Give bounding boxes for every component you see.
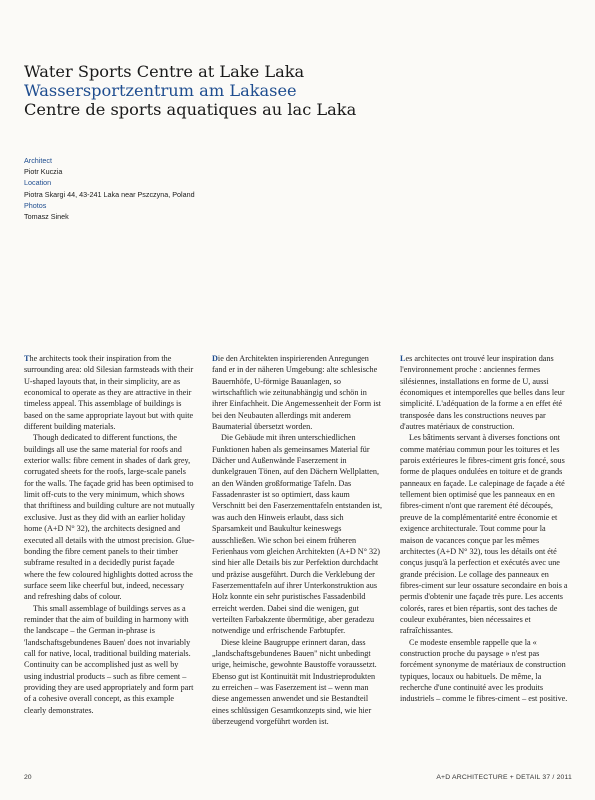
magazine-issue: A+D ARCHITECTURE + DETAIL 37 / 2011	[436, 774, 572, 781]
paragraph: This small assemblage of buildings serves as a reminder that the aim of building in harmony with the landscape – the German in-phrase is 'landschaftsgebundenes Bauen' does not invariably call for native, local, traditional building materials. Continuity can be accomplished just as well by using industrial products – such as fibre cement – providing they are used appropriately and form part of a cohesive overall concept, as this example clearly demonstrates.	[24, 603, 194, 715]
photos-credit: Tomasz Sinek	[24, 212, 69, 222]
column-german	[212, 353, 383, 727]
photos-label: Photos	[24, 200, 47, 210]
title-german: Wassersportzentrum am Lakasee	[24, 81, 297, 100]
paragraph: Though dedicated to different functions, the buildings all use the same material for roofs and exterior walls: fibre cement in shades of dark grey, corrugated sheets for the roofs, large-scale panels for the walls. The façade grid has been optimised to limit off-cuts to the very minimum, which shows that thriftiness and building culture are not mutually exclusive. Just as they did with an earlier holiday home (A+D N° 32), the architects designed and executed all details with the utmost precision. Glue-bonding the fibre cement panels to their timber subframe resulted in a decidedly purist façade where the few coloured highlights dotted across the surface seem like cheerful but, indeed, necessary and refreshing dabs of colour.	[24, 433, 195, 602]
location-label: Location	[24, 178, 52, 188]
page-number: 20	[24, 774, 32, 781]
paragraph: The architects took their inspiration from the surrounding area: old Silesian farmsteads with their U-shaped layouts that, in their simplicity, are as economical to operate as they are attractive in their timeless appeal. This assemblage of buildings is based on the same appropriate layout but with quite different building materials.	[24, 354, 194, 432]
column-french	[400, 353, 571, 705]
architect-label: Architect	[24, 156, 52, 165]
column-english	[24, 353, 195, 716]
title-english: Water Sports Centre at Lake Laka	[24, 62, 305, 81]
paragraph: Die den Architekten inspirierenden Anregungen fand er in der näheren Umgebung: alte schlesische Bauernhöfe, U-förmige Bauanlagen, so wirtschaftlich wie zeitunabhängig und schön in ihrer Einfachheit. Die Angemessenheit der Form ist bei den Neubauten allerdings mit anderem Baumaterial übersetzt worden.	[212, 354, 381, 432]
paragraph: Ce modeste ensemble rappelle que la « construction proche du paysage » n'est pas forcément synonyme de matériaux de construction typiques, locaux ou habituels. De même, la recherche d'une continuité avec les produits industriels – comme le fibres-ciment – est positive.	[400, 637, 568, 704]
architect-name: Piotr Kuczia	[24, 167, 63, 177]
article-titles	[24, 62, 564, 119]
paragraph: Les bâtiments servant à diverses fonctions ont comme matériau commun pour les toitures et les parois extérieures le fibres-ciment gris foncé, sous forme de plaques ondulées en toiture et de grands panneaux en façade. Le calepinage de façade a été tellement bien optimisé que les panneaux en en fibres-ciment n'ont que rarement été découpés, preuve de la complémentarité entre économie et exigence architecturale. Tout comme pour la maison de vacances conçue par les mêmes architectes (A+D N° 32), tous les détails ont été conçus jusqu'à la perfection et exécutés avec une grande précision. Le collage des panneaux en fibres-ciment sur leur ossature secondaire en bois a permis d'obtenir une façade très pure. Les accents colorés, rares et bien répartis, sont des taches de couleur exubérantes, bien nécessaires et rafraîchissantes.	[400, 433, 568, 636]
title-french: Centre de sports aquatiques au lac Laka	[24, 100, 357, 119]
location-value: Piotra Skargi 44, 43-241 Laka near Pszczyna, Poland	[24, 189, 195, 199]
paragraph: Die Gebäude mit ihren unterschiedlichen Funktionen haben als gemeinsames Material für Dächer und Außenwände Faserzement in dunkelgrauen Tönen, auf den Dächern Wellplatten, an den Wänden großformatige Tafeln. Das Fassadenraster ist so optimiert, dass kaum Verschnitt bei den Faserzementtafeln entstanden ist, was auch den Hinweis erlaubt, dass sich Sparsamkeit und Baukultur keineswegs ausschließen. Wie schon bei einem früheren Ferienhaus vom gleichen Architekten (A+D N° 32) sind hier alle Details bis zur Perfektion durchdacht und präzise ausgeführt. Durch die Verklebung der Faserzementtafeln auf ihrer Unterkonstruktion aus Holz konnte ein sehr puristisches Fassadenbild erreicht werden. Dabei sind die wenigen, gut verteilten Farbakzente übermütige, aber geradezu notwendige und erfrischende Farbtupfer.	[212, 433, 383, 636]
paragraph: Les architectes ont trouvé leur inspiration dans l'environnement proche : anciennes fermes silésiennes, installations en forme de U, aussi économiques et intemporelles que belles dans leur simplicité. L'adéquation de la forme a en effet été transposée dans les constructions neuves par d'autres matériaux de construction.	[400, 354, 565, 432]
paragraph: Diese kleine Baugruppe erinnert daran, dass „landschaftsgebundenes Bauen" nicht unbedingt urige, heimische, gewohnte Baustoffe voraussetzt. Ebenso gut ist Kontinuität mit Industrieprodukten zu erreichen – was Faserzement ist – wenn man diese angemessen anwendet und sie Bestandteil eines schlüssigen Gesamtkonzepts sind, wie hier überzeugend vorgeführt worden ist.	[212, 637, 377, 726]
project-credits	[24, 155, 384, 222]
